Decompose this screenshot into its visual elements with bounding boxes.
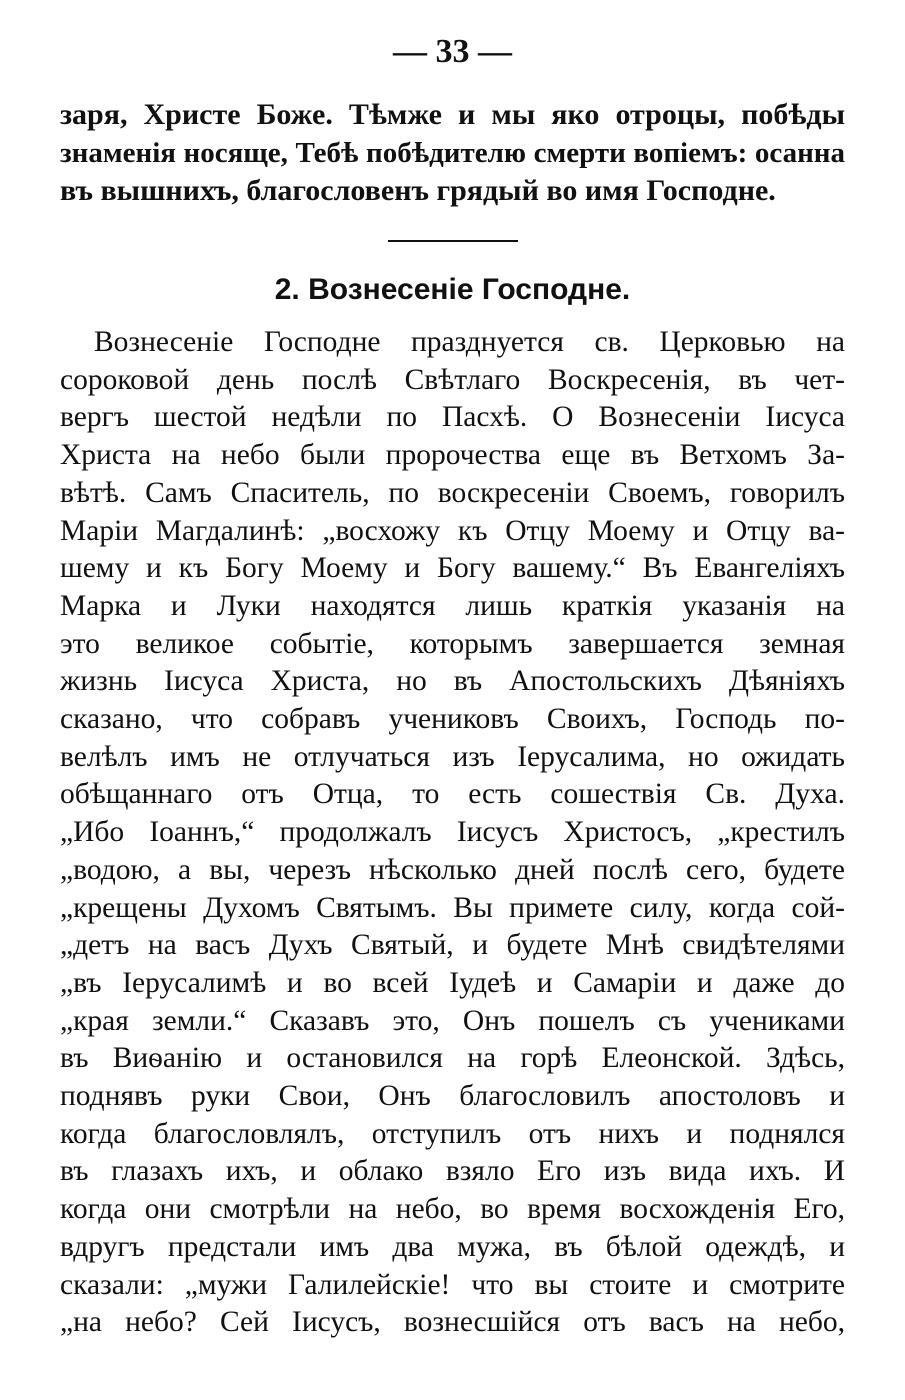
text-line: знаменія носяще, Тебѣ побѣдителю смерти вопіемъ: осанна	[60, 137, 845, 169]
text-line: „крещены Духомъ Святымъ. Вы примете силу, когда сой-	[60, 891, 845, 924]
hymn-ending-paragraph	[60, 96, 845, 210]
text-line: когда они смотрѣли на небо, во время восхожденія Его,	[60, 1193, 845, 1226]
text-line: Христа на небо были пророчества еще въ Ветхомъ За-	[60, 439, 845, 472]
section-divider	[388, 240, 518, 242]
text-line: „края земли.“ Сказавъ это, Онъ пошелъ съ учениками	[60, 1004, 845, 1037]
section-body	[60, 324, 845, 1342]
text-line: поднявъ руки Свои, Онъ благословилъ апостоловъ и	[60, 1080, 845, 1113]
text-line: Марка и Луки находятся лишь краткія указанія на	[60, 589, 845, 622]
text-line: „водою, а вы, черезъ нѣсколько дней послѣ сего, будете	[60, 853, 845, 886]
text-line: Вознесеніе Господне празднуется св. Церковью на	[94, 326, 845, 358]
text-line: когда благословлялъ, отступилъ отъ нихъ и поднялся	[60, 1117, 845, 1150]
page-number: — 33 —	[393, 33, 512, 70]
text-line: вѣтѣ. Самъ Спаситель, по воскресеніи Своемъ, говорилъ	[60, 476, 845, 509]
text-line: „на небо? Сей Іисусъ, вознесшійся отъ васъ на небо,	[60, 1306, 845, 1339]
text-line: велѣлъ имъ не отлучаться изъ Іерусалима, но ожидать	[60, 740, 845, 773]
book-page	[60, 30, 845, 1342]
text-line: сказали: „мужи Галилейскіе! что вы стоите и смотрите	[60, 1268, 845, 1301]
text-line: „въ Іерусалимѣ и во всей Іудеѣ и Самаріи и даже до	[60, 966, 845, 999]
text-line: Маріи Магдалинѣ: „восхожу къ Отцу Моему и Отцу ва-	[60, 514, 845, 547]
text-line: обѣщаннаго отъ Отца, то есть сошествія Св. Духа.	[60, 778, 845, 811]
text-line: вдругъ предстали имъ два мужа, въ бѣлой одеждѣ, и	[60, 1230, 845, 1263]
text-line: заря, Христе Боже. Тѣмже и мы яко отроцы, побѣды	[60, 98, 845, 131]
text-line: въ Виѳанію и остановился на горѣ Елеонской. Здѣсь,	[60, 1042, 845, 1075]
text-line: въ вышнихъ, благословенъ грядый во имя Господне.	[60, 174, 776, 207]
text-line: сороковой день послѣ Свѣтлаго Воскресенія, въ чет-	[60, 363, 845, 396]
text-line: вергъ шестой недѣли по Пасхѣ. О Вознесеніи Іисуса	[60, 401, 845, 434]
section-heading: 2. Вознесеніе Господне.	[274, 273, 631, 306]
text-line: „Ибо Іоаннъ,“ продолжалъ Іисусъ Христосъ, „крестилъ	[60, 816, 845, 849]
text-line: сказано, что собравъ учениковъ Своихъ, Господь по-	[60, 703, 845, 736]
text-line: „детъ на васъ Духъ Святый, и будете Мнѣ свидѣтелями	[60, 929, 845, 962]
text-line: шему и къ Богу Моему и Богу вашему.“ Въ Евангеліяхъ	[60, 552, 845, 585]
text-line: это великое событіе, которымъ завершается земная	[60, 627, 845, 660]
text-line: въ глазахъ ихъ, и облако взяло Его изъ вида ихъ. И	[60, 1155, 845, 1188]
text-line: жизнь Іисуса Христа, но въ Апостольскихъ Дѣяніяхъ	[60, 665, 845, 698]
